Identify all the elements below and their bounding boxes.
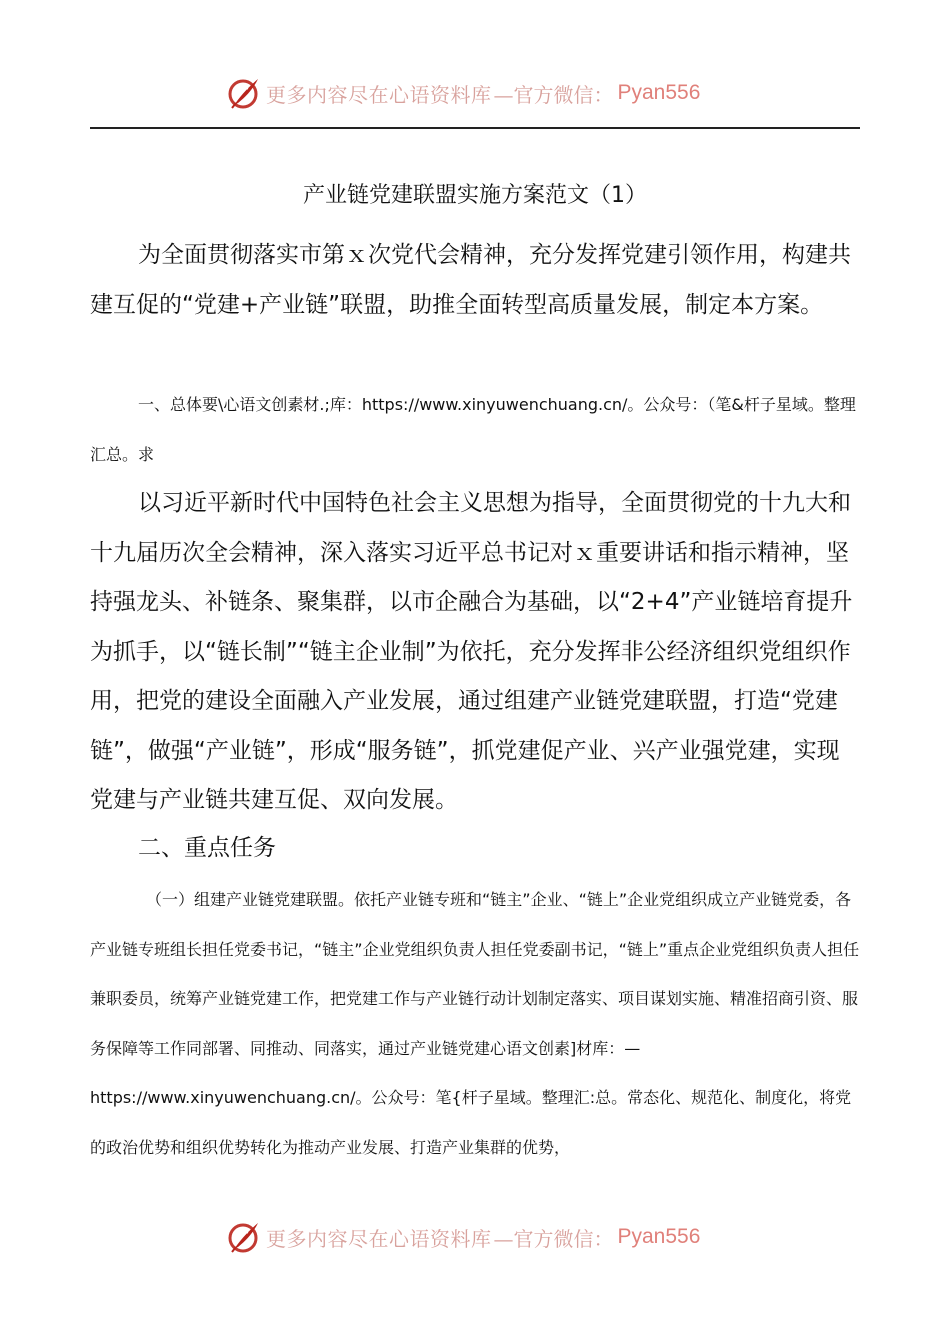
header-watermark — [0, 71, 950, 115]
quill-pen-logo-icon — [226, 75, 262, 111]
guiding-paragraph: 以习近平新时代中国特色社会主义思想为指导，全面贯彻党的十九大和十九届历次全会精神，深入落实习近平总书记对ｘ重要讲话和指示精神，坚持强龙头、补链条、聚集群，以市企融合为基础，以“2+4”产业链培育提升为抓手，以“链长制”“链主企业制”为依托，充分发挥非公经济组织党组织作用，把党的建设全面融入产业发展，通过组建产业链党建联盟，打造“党建链”，做强“产业链”，形成“服务链”，抓党建促产业、兴产业强党建，实现党建与产业链共建互促、双向发展。 — [90, 490, 853, 813]
document-title: 产业链党建联盟实施方案范文（1） — [303, 183, 647, 208]
watermark-text: 更多内容尽在心语资料库 — [266, 1226, 492, 1251]
quill-pen-logo-icon — [226, 1219, 262, 1255]
section1-line: 一、总体要\心语文创素材.;库：https://www.xinyuwenchuang.cn/。公众号：（笔&杆子星域。整理汇总。求 — [90, 395, 856, 464]
watermark-wechat-id: Pyan556 — [617, 1225, 701, 1248]
header-divider — [90, 127, 860, 129]
watermark-text: 更多内容尽在心语资料库 — [266, 82, 492, 107]
task1-paragraph: （一）组建产业链党建联盟。依托产业链专班和“链主”企业、“链上”企业党组织成立产业链党委，各产业链专班组长担任党委书记，“链主”企业党组织负责人担任党委副书记，“链上”重点企业党组织负责人担任兼职委员，统筹产业链党建工作，把党建工作与产业链行动计划制定落实、项目谋划实施、精准招商引资、服务保障等工作同部署、同推动、同落实，通过产业链党建心语文创素]材库：—https://www.xinyuwenchuang.cn/。公众号：笔{杆子星域。整理汇:总。常态化、规范化、制度化，将党的政治优势和组织优势转化为推动产业发展、打造产业集群的优势， — [90, 890, 860, 1157]
watermark-contact-label: —官方微信： — [493, 1226, 614, 1251]
intro-paragraph: 为全面贯彻落实市第ｘ次党代会精神，充分发挥党建引领作用，构建共建互促的“党建+产业链”联盟，助推全面转型高质量发展，制定本方案。 — [90, 242, 851, 318]
watermark-contact-label: —官方微信： — [493, 82, 614, 107]
section2-heading: 二、重点任务 — [138, 835, 276, 861]
footer-watermark — [0, 1215, 950, 1259]
watermark-wechat-id: Pyan556 — [617, 81, 701, 104]
